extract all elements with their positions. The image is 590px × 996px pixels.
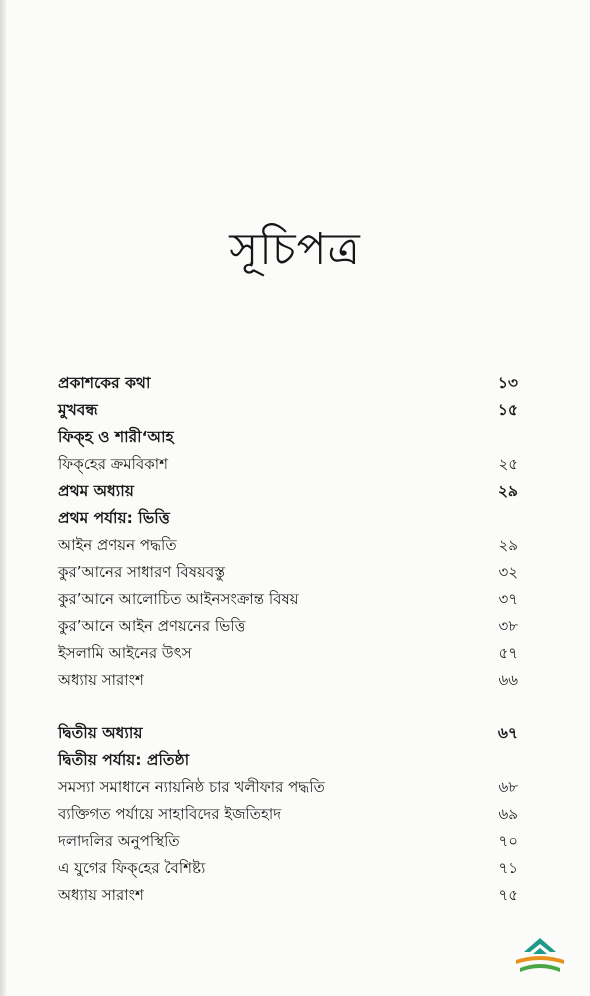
toc-entry-page: ২৯ — [498, 536, 518, 554]
toc-entry — [58, 667, 518, 694]
toc-entry-page: ৭৫ — [498, 886, 518, 904]
toc-entry-page: ১৫ — [497, 401, 518, 419]
toc-entry-page: ৩৮ — [498, 617, 518, 635]
toc-entry — [58, 720, 518, 747]
toc-entry — [58, 451, 518, 478]
toc-entry — [58, 559, 518, 586]
toc-entry-text: এ যুগের ফিক্‌হের বৈশিষ্ট্য — [58, 859, 206, 877]
toc-entry-text: প্রকাশকের কথা — [58, 374, 151, 392]
toc-entry-page: ৬৭ — [497, 724, 518, 742]
toc-entry-text: দ্বিতীয় অধ্যায় — [58, 724, 143, 742]
toc-entry — [58, 882, 518, 909]
toc-entry-text: কুর’আনের সাধারণ বিষয়বস্তু — [58, 563, 225, 581]
toc-entry-text: অধ্যায় সারাংশ — [58, 886, 144, 904]
toc-entry-text: কুর’আনে আইন প্রণয়নের ভিত্তি — [58, 617, 246, 635]
toc-entry-page: ৩২ — [498, 563, 518, 581]
toc-entry-page: ৫৭ — [498, 644, 518, 662]
toc-entry-text: অধ্যায় সারাংশ — [58, 671, 144, 689]
toc-entry — [58, 370, 518, 397]
toc-entry-text: ফিক্‌হের ক্রমবিকাশ — [58, 455, 168, 473]
toc-entry-text: ফিক্‌হ ও শারী‘আহ — [58, 428, 174, 446]
table-of-contents — [58, 370, 518, 909]
toc-entry-page: ১৩ — [497, 374, 518, 392]
toc-entry-text: ব্যক্তিগত পর্যায়ে সাহাবিদের ইজতিহাদ — [58, 805, 282, 823]
toc-entry — [58, 505, 518, 532]
toc-entry — [58, 613, 518, 640]
toc-entry-page: ৩৭ — [498, 590, 518, 608]
toc-entry-text: প্রথম পর্যায়: ভিত্তি — [58, 509, 170, 527]
toc-entry-page: ৬৯ — [498, 805, 518, 823]
toc-entry-text: প্রথম অধ্যায় — [58, 482, 134, 500]
toc-entry — [58, 801, 518, 828]
toc-entry — [58, 774, 518, 801]
toc-entry-page: ৬৬ — [498, 671, 518, 689]
toc-entry-text: মুখবন্ধ — [58, 401, 98, 419]
toc-entry-page: ৭১ — [498, 859, 518, 877]
toc-entry — [58, 586, 518, 613]
toc-entry-page: ২৫ — [498, 455, 518, 473]
toc-entry-text: আইন প্রণয়ন পদ্ধতি — [58, 536, 177, 554]
toc-entry-page: ৬৮ — [498, 778, 518, 796]
toc-entry-page: ২৯ — [497, 482, 518, 500]
page-title: সূচিপত্র — [229, 224, 361, 275]
toc-entry — [58, 855, 518, 882]
toc-entry-page: ৭০ — [498, 832, 518, 850]
toc-entry-text: কুর’আনে আলোচিত আইনসংক্রান্ত বিষয় — [58, 590, 299, 608]
toc-entry-text: দ্বিতীয় পর্যায়: প্রতিষ্ঠা — [58, 751, 190, 769]
toc-entry — [58, 747, 518, 774]
toc-entry — [58, 397, 518, 424]
toc-entry-text: দলাদলির অনুপস্থিতি — [58, 832, 180, 850]
toc-entry — [58, 640, 518, 667]
toc-entry-text: ইসলামি আইনের উৎস — [58, 644, 192, 662]
toc-entry — [58, 478, 518, 505]
toc-entry — [58, 828, 518, 855]
toc-entry — [58, 532, 518, 559]
toc-entry — [58, 424, 518, 451]
publisher-logo-icon — [510, 936, 570, 978]
page-edge — [0, 0, 6, 996]
toc-entry-text: সমস্যা সমাধানে ন্যায়নিষ্ঠ চার খলীফার পদ্ধতি — [58, 778, 325, 796]
